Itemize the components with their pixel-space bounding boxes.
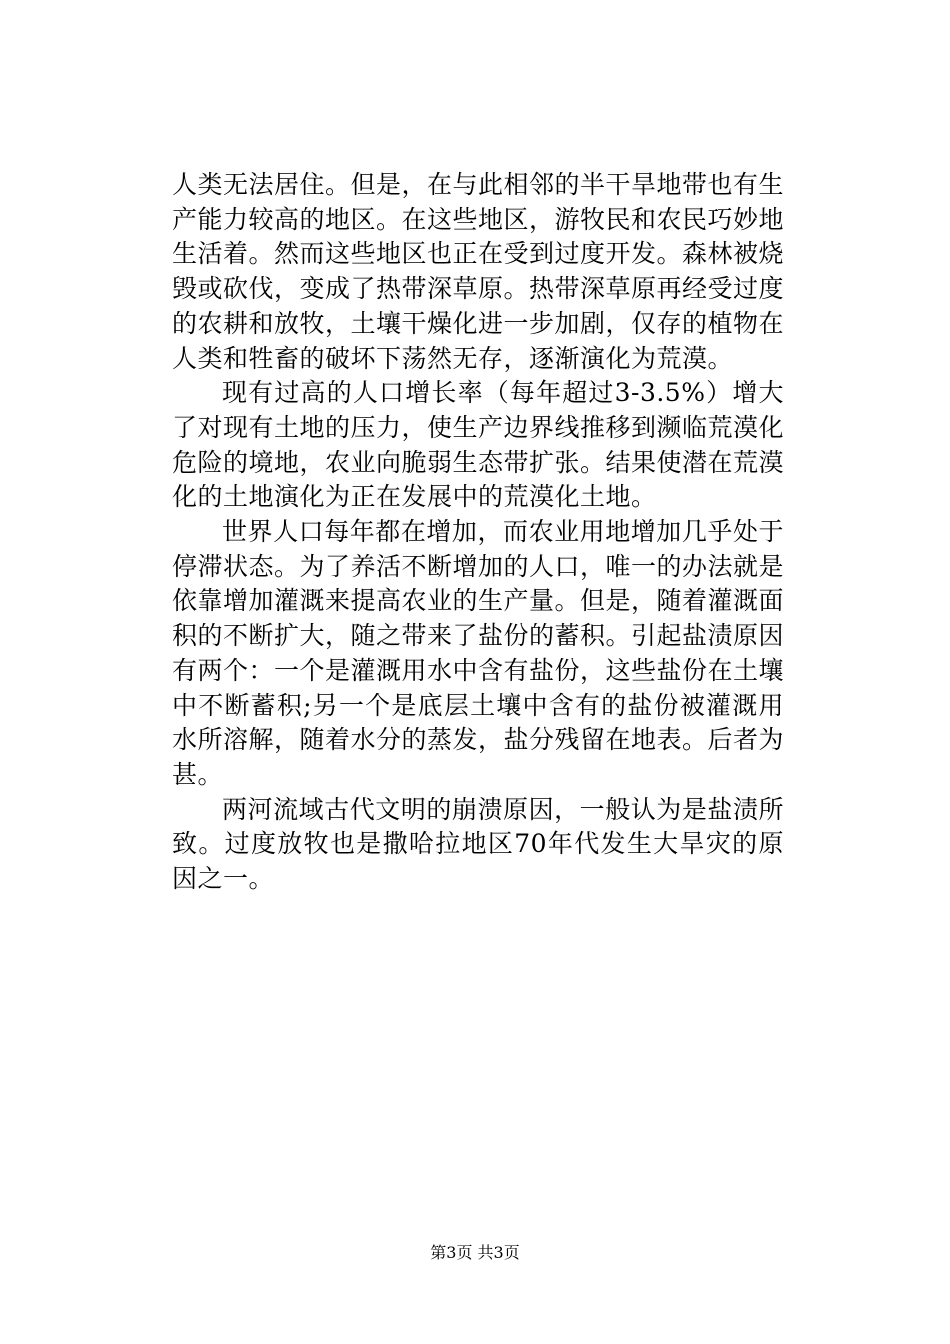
paragraph-2: 现有过高的人口增长率（每年超过3-3.5%）增大了对现有土地的压力，使生产边界线推移到濒临荒漠化危险的境地，农业向脆弱生态带扩张。结果使潜在荒漠化的土地演化为正在发展中的荒漠化土地。	[172, 378, 785, 512]
paragraph-1: 人类无法居住。但是，在与此相邻的半干旱地带也有生产能力较高的地区。在这些地区，游牧民和农民巧妙地生活着。然而这些地区也正在受到过度开发。森林被烧毁或砍伐，变成了热带深草原。热带深草原再经受过度的农耕和放牧，土壤干燥化进一步加剧，仅存的植物在人类和牲畜的破坏下荡然无存，逐渐演化为荒漠。	[172, 170, 785, 373]
body-text	[172, 168, 784, 897]
paragraph-4: 两河流域古代文明的崩溃原因，一般认为是盐渍所致。过度放牧也是撒哈拉地区70年代发生大旱灾的原因之一。	[172, 794, 784, 894]
paragraph-3: 世界人口每年都在增加，而农业用地增加几乎处于停滞状态。为了养活不断增加的人口，唯一的办法就是依靠增加灌溉来提高农业的生产量。但是，随着灌溉面积的不断扩大，随之带来了盐份的蓄积。引起盐渍原因有两个：一个是灌溉用水中含有盐份，这些盐份在土壤中不断蓄积;另一个是底层土壤中含有的盐份被灌溉用水所溶解，随着水分的蒸发，盐分残留在地表。后者为甚。	[172, 517, 785, 789]
page-footer: 第3页 共3页	[430, 1243, 520, 1262]
